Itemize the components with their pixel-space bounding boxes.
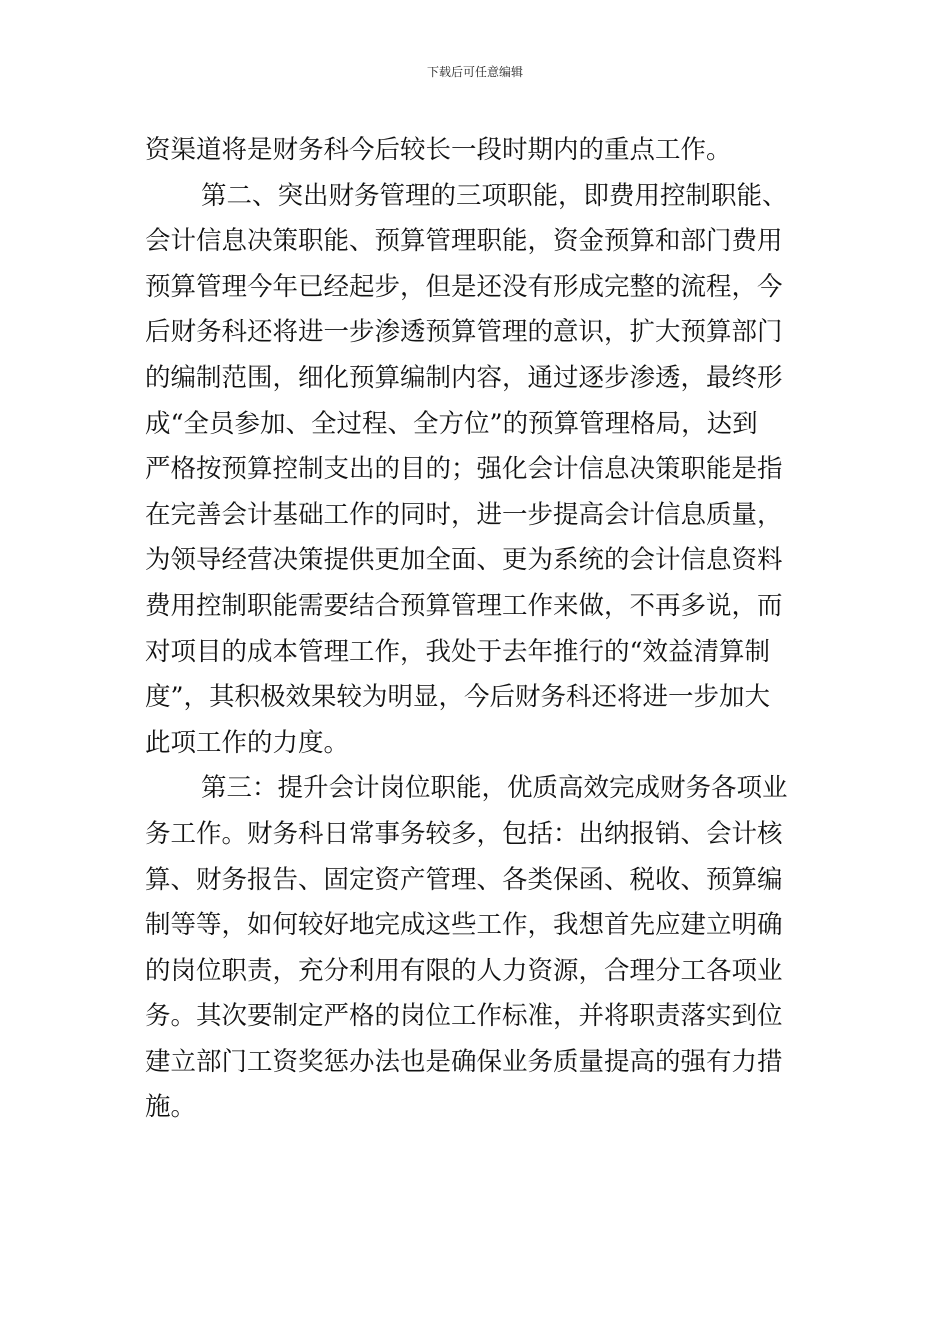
page-header: 下载后可任意编辑 [426,65,523,79]
text-line: 成“全员参加、全过程、全方位”的预算管理格局，达到 [145,408,758,439]
text-line: 费用控制职能需要结合预算管理工作来做，不再多说，而 [145,590,783,621]
text-line: 为领导经营决策提供更加全面、更为系统的会计信息资料 [145,545,783,576]
text-line: 务工作。财务科日常事务较多，包括：出纳报销、会计核 [145,818,783,849]
text-line: 的岗位职责，充分利用有限的人力资源，合理分工各项业 [145,955,783,986]
text-line: 施。 [145,1092,197,1123]
text-line: 第二、突出财务管理的三项职能，即费用控制职能、 [201,180,788,211]
text-line: 在完善会计基础工作的同时，进一步提高会计信息质量， [145,499,783,530]
text-line: 会计信息决策职能、预算管理职能，资金预算和部门费用 [145,226,783,257]
document-body [145,128,807,1131]
paragraph-1 [145,128,807,174]
text-line: 务。其次要制定严格的岗位工作标准，并将职责落实到位 [145,1001,783,1032]
paragraph-3 [145,766,807,1131]
text-line: 资渠道将是财务科今后较长一段时期内的重点工作。 [145,135,732,165]
text-line: 制等等，如何较好地完成这些工作，我想首先应建立明确 [145,910,783,941]
text-line: 第三：提升会计岗位职能，优质高效完成财务各项业 [201,773,788,804]
text-line: 严格按预算控制支出的目的；强化会计信息决策职能是指 [145,454,783,485]
paragraph-2 [145,174,807,767]
text-line: 预算管理今年已经起步，但是还没有形成完整的流程，今 [145,271,783,302]
text-line: 此项工作的力度。 [145,727,350,758]
text-line: 的编制范围，细化预算编制内容，通过逐步渗透，最终形 [145,362,783,393]
text-line: 建立部门工资奖惩办法也是确保业务质量提高的强有力措 [145,1046,783,1077]
text-line: 对项目的成本管理工作，我处于去年推行的“效益清算制 [145,636,771,667]
text-line: 算、财务报告、固定资产管理、各类保函、税收、预算编 [145,864,783,895]
text-line: 后财务科还将进一步渗透预算管理的意识，扩大预算部门 [145,317,783,348]
text-line: 度”，其积极效果较为明显，今后财务科还将进一步加大 [145,682,771,713]
